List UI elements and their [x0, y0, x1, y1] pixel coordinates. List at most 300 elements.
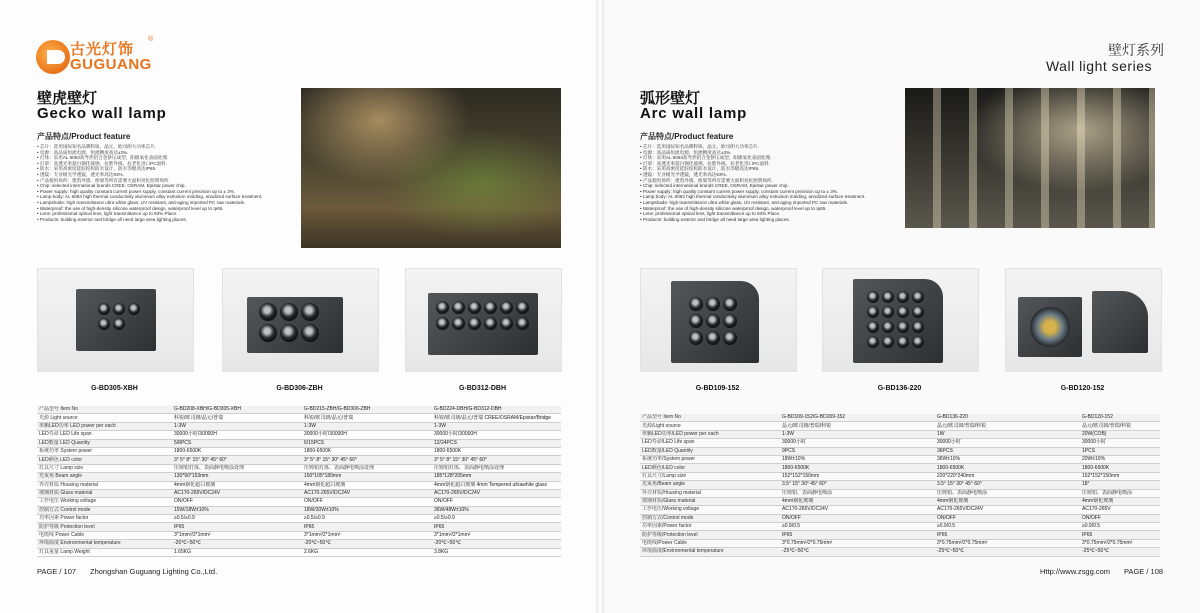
- lens-icon: [98, 303, 110, 315]
- spec-value-cell: 220*220*240mm: [935, 472, 1080, 480]
- spec-label-cell: 单颗LED功率 LED power per each: [37, 422, 172, 430]
- lens-icon: [484, 301, 497, 314]
- spec-value-cell: AC170-265V: [1080, 506, 1160, 514]
- spec-value-cell: 30000小时/30000H: [432, 431, 561, 439]
- lens-icon: [912, 336, 924, 348]
- spec-value-cell: ON/OFF: [1080, 514, 1160, 522]
- model-label-3: G-BD312-DBH: [458, 385, 507, 392]
- spec-value-cell: 3*0.75mm²/2*0.75mm²: [935, 539, 1080, 547]
- feature-item: • Waterproof: the use of high-density silicone waterproof design, waterproof level up to Ip65.: [640, 206, 890, 212]
- spec-value-cell: 1800-6500K: [172, 447, 302, 455]
- lens-icon: [259, 324, 277, 342]
- spec-value-cell: 3.8KG: [432, 548, 561, 556]
- feature-item: • Products: building exterior and bridge all need large area lighting places.: [640, 217, 890, 223]
- spec-value-cell: G-BD109-152/G-BD209-152: [780, 414, 935, 422]
- spec-label-cell: 玻璃材质/Glass material: [640, 497, 780, 505]
- spec-label-cell: 光束角 Beam angle: [37, 473, 172, 481]
- spec-value-cell: 1800-6500K: [780, 464, 935, 472]
- spec-value-cell: G-BD136-220: [935, 414, 1080, 422]
- spec-label-cell: 防护等级 Protection level: [37, 523, 172, 531]
- spec-row: [640, 455, 1160, 463]
- spec-label-cell: 灯具尺寸 Lamp size: [37, 464, 172, 472]
- spec-row: [37, 523, 561, 531]
- lens-icon: [689, 314, 703, 328]
- spec-value-cell: IP65: [935, 531, 1080, 539]
- lamp-housing: [428, 293, 538, 355]
- spec-row: [640, 447, 1160, 455]
- spec-value-cell: 3*1mm²/2*1mm²: [432, 531, 561, 539]
- lamp-image-3: [405, 268, 562, 372]
- spec-row: [37, 431, 561, 439]
- lens-icon: [500, 317, 513, 330]
- spec-row: [37, 548, 561, 556]
- spec-value-cell: IP65: [172, 523, 302, 531]
- spec-value-cell: 30000小时: [780, 439, 935, 447]
- spec-label-cell: 光束角/Beam angle: [640, 481, 780, 489]
- spec-value-cell: AC170-265V/DC24V: [935, 506, 1080, 514]
- spec-value-cell: 30000小时: [1080, 439, 1160, 447]
- lens-icon: [723, 331, 737, 345]
- lamp-housing: [671, 281, 759, 363]
- arc-lamp-facade-photo: [905, 88, 1155, 228]
- spec-value-cell: 4mm钢化超白玻璃: [172, 481, 302, 489]
- spec-row: [640, 481, 1160, 489]
- feature-item: • 电源：高品质恒流电源，恒流精度高达±3%.: [37, 150, 287, 156]
- spec-value-cell: 科锐/欧司朗/晶元/普瑞: [172, 414, 302, 422]
- model-label-2: G-BD136-220: [877, 385, 922, 392]
- feature-item: • 灯罩：高透光率超白钢化玻璃，抗紫外线、抗老化进口PC面料.: [37, 161, 287, 167]
- spec-row: [37, 422, 561, 430]
- spec-label-cell: 工作电压 Working voltage: [37, 498, 172, 506]
- spec-value-cell: IP65: [1080, 531, 1160, 539]
- lens-icon: [516, 301, 529, 314]
- spec-value-cell: 1-3W: [302, 422, 432, 430]
- spec-row: [640, 514, 1160, 522]
- feature-item: • 灯罩：高透光率超白钢化玻璃，抗紫外线、抗老化进口PC面料.: [640, 161, 890, 167]
- feature-item: • Power supply: high quality constant current power supply, constant current precision up to ± 3%.: [640, 189, 890, 195]
- model-label-2: G-BD306-ZBH: [276, 385, 323, 392]
- spec-label-cell: 防护等级/Protection level: [640, 531, 780, 539]
- website-url[interactable]: Http://www.zsgg.com: [1040, 567, 1111, 576]
- brand-logo: [36, 36, 156, 76]
- spec-label-cell: 电缆线 Power Cable: [37, 531, 172, 539]
- spec-row: [37, 456, 561, 464]
- lamp-image-2: [822, 268, 979, 372]
- spec-value-cell: 晶元/欧司朗/普瑞/科锐: [935, 422, 1080, 430]
- spec-row: [640, 489, 1160, 497]
- model-label-1: G-BD109-152: [695, 385, 740, 392]
- spec-value-cell: 20W(COB): [1080, 430, 1160, 438]
- feature-list: [37, 144, 287, 222]
- spec-label-cell: 光源 Light source: [37, 414, 172, 422]
- lamp-image-1: [37, 268, 194, 372]
- lens-icon: [259, 303, 277, 321]
- lens-grid: [259, 303, 319, 342]
- spec-label-cell: LED数量 LED Quantity: [37, 439, 172, 447]
- spec-value-cell: 9PCS: [780, 447, 935, 455]
- lamp-housing: [247, 297, 343, 353]
- spec-row: [640, 439, 1160, 447]
- spec-value-cell: 6/15PCS: [302, 439, 432, 447]
- lamp-image-1: [640, 268, 797, 372]
- spec-value-cell: 3*1mm²/2*1mm²: [302, 531, 432, 539]
- spec-value-cell: G-BD224-DBH/G-BD312-DBH: [432, 406, 561, 414]
- spec-value-cell: 36W/48W±10%: [432, 506, 561, 514]
- spec-value-cell: 1800-6500K: [302, 447, 432, 455]
- spec-row: [37, 464, 561, 472]
- spec-value-cell: 20W±10%: [1080, 455, 1160, 463]
- spec-value-cell: 1800-6500K: [935, 464, 1080, 472]
- lamp-housing: [76, 289, 156, 351]
- logo-mark-icon: [36, 40, 70, 74]
- lens-icon: [912, 291, 924, 303]
- spec-value-cell: 36PCS: [935, 447, 1080, 455]
- spec-value-cell: 4mm钢化玻璃: [1080, 497, 1160, 505]
- lens-icon: [301, 324, 319, 342]
- spec-row: [640, 422, 1160, 430]
- spec-value-cell: 12/24PCS: [432, 439, 561, 447]
- spec-label-cell: LED寿命 LED Life span: [37, 431, 172, 439]
- lens-icon: [452, 301, 465, 314]
- spec-label-cell: 电缆线/Power Cable: [640, 539, 780, 547]
- lens-icon: [723, 314, 737, 328]
- spec-value-cell: 1PCS: [1080, 447, 1160, 455]
- spec-value-cell: 3*0.75mm²/2*0.75mm²: [1080, 539, 1160, 547]
- spec-value-cell: 科锐/欧司朗/晶元/普瑞: [302, 414, 432, 422]
- feature-item: • 灯体：采用AL 6063高导热铝合金挤压成型，阳极氧化表面处理.: [37, 155, 287, 161]
- spec-table: [640, 414, 1160, 557]
- feature-item: • 防水：采用高密度硅胶结构防水设计，防水等级高达IP65.: [640, 166, 890, 172]
- spec-value-cell: 185*128*205mm: [432, 473, 561, 481]
- page-number: PAGE / 108: [1124, 567, 1164, 576]
- feature-item: • Lamp body: AL 6063 high thermal conductivity aluminum alloy extrusion molding, anodized surface treatment.: [640, 194, 890, 200]
- spec-value-cell: -20℃~50℃: [302, 540, 432, 548]
- spec-value-cell: -25℃~50℃: [780, 548, 935, 556]
- spec-row: [37, 406, 561, 414]
- spec-label-cell: 环境温度/Environmental temperature: [640, 548, 780, 556]
- spec-row: [37, 481, 561, 489]
- gecko-lamp-scene-photo: [301, 88, 561, 248]
- spec-value-cell: ON/OFF: [432, 498, 561, 506]
- spec-value-cell: ≥0.5/≥0.9: [302, 515, 432, 523]
- spec-value-cell: 压铸铝、表面静电喷涂: [780, 489, 935, 497]
- spec-label-cell: LED颜色 LED color: [37, 456, 172, 464]
- spec-value-cell: ON/OFF: [935, 514, 1080, 522]
- lens-icon: [867, 336, 879, 348]
- spec-value-cell: -20℃~50℃: [432, 540, 561, 548]
- lens-icon: [689, 331, 703, 345]
- spec-value-cell: ≥0.9/0.5: [1080, 523, 1160, 531]
- brand-name-cn: 古光灯饰: [70, 41, 135, 58]
- feature-heading: 产品特点/Product feature: [37, 132, 131, 141]
- lens-icon: [897, 306, 909, 318]
- spec-label-cell: 灯具重量 Lamp Weight: [37, 548, 172, 556]
- lamp-housing: [853, 279, 943, 363]
- spec-value-cell: IP65: [302, 523, 432, 531]
- feature-item: • 电源：高品质恒流电源，恒流精度高达±3%.: [640, 150, 890, 156]
- lens-icon: [113, 318, 125, 330]
- page-gutter: [596, 0, 604, 613]
- lens-icon: [912, 321, 924, 333]
- feature-item: • Chip: selected international brands CREE, OSRAM, Epistar power chip.: [37, 183, 287, 189]
- spec-value-cell: AC170-265V/DC24V: [432, 489, 561, 497]
- spec-value-cell: 压铸铝、表面静电喷涂: [1080, 489, 1160, 497]
- spec-value-cell: IP65: [432, 523, 561, 531]
- lens-icon: [128, 303, 140, 315]
- spec-row: [37, 540, 561, 548]
- lens-icon: [882, 336, 894, 348]
- spec-label-cell: 灯具尺寸/Lamp size: [640, 472, 780, 480]
- spec-label-cell: 玻璃材质 Glass material: [37, 489, 172, 497]
- lens-icon: [452, 317, 465, 330]
- lens-icon: [706, 314, 720, 328]
- feature-item: • 灯体：采用AL 6063高导热铝合金挤压成型，阳极氧化表面处理.: [640, 155, 890, 161]
- feature-item: • 产品使用场所：建筑外墙、桥梁等所有需要大面积亮化照明场所.: [37, 178, 287, 184]
- lens-icon: [723, 297, 737, 311]
- series-title-en: Wall light series: [1045, 58, 1152, 74]
- spec-value-cell: -20℃~50℃: [172, 540, 302, 548]
- feature-heading: 产品特点/Product feature: [640, 132, 734, 141]
- spec-row: [640, 531, 1160, 539]
- feature-item: • Chip: selected international brands CREE, OSRAM, Epistar power chip.: [640, 183, 890, 189]
- lens-grid: [98, 303, 140, 330]
- spec-value-cell: 晶元/欧司朗/普瑞/科锐: [780, 422, 935, 430]
- spec-value-cell: 5/8PCS: [172, 439, 302, 447]
- product-title-cn: 壁虎壁灯: [37, 90, 98, 107]
- spec-value-cell: 4mm钢化超白玻璃 4mm Tempered ultrawhite glass: [432, 481, 561, 489]
- feature-item: • Lens: professional optical lens, light transmittance up to 93%.Place.: [640, 211, 890, 217]
- cob-lens-icon: [1030, 307, 1070, 347]
- lens-icon: [436, 317, 449, 330]
- lens-icon: [516, 317, 529, 330]
- spec-label-cell: LED寿命/LED Life span: [640, 439, 780, 447]
- spec-value-cell: 4mm钢化玻璃: [935, 497, 1080, 505]
- spec-row: [37, 506, 561, 514]
- feature-item: • 透镜：专业级光学透镜，透光率高达93%.: [640, 172, 890, 178]
- spec-value-cell: ON/OFF: [302, 498, 432, 506]
- spec-row: [37, 515, 561, 523]
- spec-value-cell: AC170-265V/DC24V: [172, 489, 302, 497]
- spec-label-cell: 控制方式/Control mode: [640, 514, 780, 522]
- lens-grid: [689, 297, 737, 345]
- spec-value-cell: 150*105*180mm: [302, 473, 432, 481]
- spec-row: [37, 489, 561, 497]
- spec-value-cell: 3° 5° 8° 15° 30° 45° 60°: [302, 456, 432, 464]
- model-label-1: G-BD305-XBH: [91, 385, 138, 392]
- feature-item: • Power supply: high quality constant current power supply, constant current precision up to ± 3%.: [37, 189, 287, 195]
- registered-mark: ®: [148, 36, 154, 43]
- spec-value-cell: 科锐/欧司朗/晶元/普瑞 CREE/OSRAM/Epistar/Bridge: [432, 414, 561, 422]
- lens-icon: [897, 291, 909, 303]
- spec-label-cell: 控制方式 Control mode: [37, 506, 172, 514]
- spec-value-cell: 152*152*150mm: [1080, 472, 1160, 480]
- spec-value-cell: ≥0.5/≥0.9: [432, 515, 561, 523]
- spec-value-cell: 1-3W: [172, 422, 302, 430]
- spec-value-cell: -25℃~50℃: [935, 548, 1080, 556]
- company-name: Zhongshan Guguang Lighting Co.,Ltd.: [90, 567, 218, 576]
- spec-value-cell: 3*0.75mm²/2*0.75mm²: [780, 539, 935, 547]
- spec-label-cell: 工作电压/Working voltage: [640, 506, 780, 514]
- product-title-en: Gecko wall lamp: [37, 105, 167, 122]
- spec-value-cell: 130*90*153mm: [172, 473, 302, 481]
- spec-value-cell: 3.5° 15° 30° 45° 60°: [780, 481, 935, 489]
- spec-table: [37, 406, 561, 557]
- spec-label-cell: 单颗LED功率/LED power per each: [640, 430, 780, 438]
- lamp-image-2: [222, 268, 379, 372]
- spec-label-cell: 光源/Light source: [640, 422, 780, 430]
- lamp-housing-front: [1018, 297, 1082, 357]
- spec-label-cell: 功率因素/Power factor: [640, 523, 780, 531]
- spec-value-cell: 3.5° 15° 30° 45° 60°: [935, 481, 1080, 489]
- spec-label-cell: LED颜色/LED color: [640, 464, 780, 472]
- feature-item: • 芯片：选用国际知名品牌科锐、晶元、欧司朗大功率芯片.: [640, 144, 890, 150]
- spec-label-cell: LED数量/LED Quantity: [640, 447, 780, 455]
- feature-item: • 透镜：专业级光学透镜，透光率高达93%.: [37, 172, 287, 178]
- spec-value-cell: 2.6KG: [302, 548, 432, 556]
- feature-item: • Products: building exterior and bridge all need large area lighting places.: [37, 217, 287, 223]
- lens-grid: [867, 291, 924, 348]
- spec-row: [37, 439, 561, 447]
- product-title-en: Arc wall lamp: [640, 105, 748, 122]
- lens-icon: [867, 321, 879, 333]
- feature-item: • 产品使用场所：建筑外墙、桥梁等所有需要大面积亮化照明场所.: [640, 178, 890, 184]
- spec-value-cell: ≥0.9/0.5: [780, 523, 935, 531]
- right-page: [600, 0, 1200, 613]
- lens-icon: [301, 303, 319, 321]
- lens-icon: [500, 301, 513, 314]
- feature-item: • Lamp body: AL 6063 high thermal conductivity aluminum alloy extrusion molding, anodized surface treatment.: [37, 194, 287, 200]
- spec-value-cell: ≥0.5/≥0.9: [172, 515, 302, 523]
- lens-grid: [436, 301, 529, 330]
- lamp-housing-side: [1092, 291, 1148, 353]
- spec-value-cell: 1-3W: [432, 422, 561, 430]
- lens-icon: [706, 331, 720, 345]
- lens-icon: [897, 336, 909, 348]
- lens-icon: [897, 321, 909, 333]
- feature-item: • Lampshade: high transmittance ultra white glass, UV resistant, anti-aging imported PC raw materials.: [37, 200, 287, 206]
- lens-icon: [280, 303, 298, 321]
- spec-value-cell: IP65: [780, 531, 935, 539]
- spec-value-cell: 晶元/欧司朗/普瑞/科锐: [1080, 422, 1160, 430]
- spec-label-cell: 产品型号 Item No: [37, 406, 172, 414]
- model-label-3: G-BD120-152: [1060, 385, 1105, 392]
- spec-value-cell: 压铸铝灯体、表面静电喷涂处理: [172, 464, 302, 472]
- spec-row: [37, 414, 561, 422]
- spec-value-cell: 1-3W: [780, 430, 935, 438]
- spec-value-cell: G-BD208-XBH/G-BD305-XBH: [172, 406, 302, 414]
- lens-icon: [867, 306, 879, 318]
- spec-row: [640, 539, 1160, 547]
- feature-item: • Lampshade: high transmittance ultra white glass, UV resistant, anti-aging imported PC raw materials.: [640, 200, 890, 206]
- lens-icon: [912, 306, 924, 318]
- spec-row: [640, 548, 1160, 556]
- spec-value-cell: 15W/18W±10%: [172, 506, 302, 514]
- spec-value-cell: 1800-6500K: [432, 447, 561, 455]
- lens-icon: [113, 303, 125, 315]
- spec-row: [37, 447, 561, 455]
- spec-value-cell: 1W: [935, 430, 1080, 438]
- spec-label-cell: 外壳材质 Housing material: [37, 481, 172, 489]
- lens-icon: [706, 297, 720, 311]
- feature-list: [640, 144, 890, 222]
- lens-icon: [867, 291, 879, 303]
- spec-row: [37, 473, 561, 481]
- lens-icon: [882, 306, 894, 318]
- spec-value-cell: ON/OFF: [780, 514, 935, 522]
- spec-label-cell: 系统功率/System power: [640, 455, 780, 463]
- lens-icon: [98, 318, 110, 330]
- lens-icon: [882, 321, 894, 333]
- spec-row: [640, 414, 1160, 422]
- feature-item: • 芯片：选用国际知名品牌科锐、晶元、欧司朗大功率芯片.: [37, 144, 287, 150]
- spec-row: [640, 497, 1160, 505]
- spec-row: [640, 523, 1160, 531]
- spec-value-cell: ON/OFF: [172, 498, 302, 506]
- spec-value-cell: 1.65KG: [172, 548, 302, 556]
- lamp-image-3: [1005, 268, 1162, 372]
- spec-value-cell: 1800-6500K: [1080, 464, 1160, 472]
- spec-value-cell: 30000小时/30000H: [172, 431, 302, 439]
- lens-icon: [689, 297, 703, 311]
- spec-label-cell: 系统功率 System power: [37, 447, 172, 455]
- spec-value-cell: G-BD120-152: [1080, 414, 1160, 422]
- lens-icon: [882, 291, 894, 303]
- series-title-cn: 壁灯系列: [1108, 42, 1164, 58]
- spec-label-cell: 功率因素 Power factor: [37, 515, 172, 523]
- feature-item: • Waterproof: the use of high-density silicone waterproof design, waterproof level up to Ip65.: [37, 206, 287, 212]
- spec-value-cell: 18W/30W±10%: [302, 506, 432, 514]
- spec-value-cell: 30000小时: [935, 439, 1080, 447]
- spec-value-cell: 4mm钢化超白玻璃: [302, 481, 432, 489]
- spec-value-cell: 30000小时/30000H: [302, 431, 432, 439]
- spec-value-cell: -25℃~50℃: [1080, 548, 1160, 556]
- spec-row: [640, 430, 1160, 438]
- spec-value-cell: 3° 5° 8° 15° 30° 45° 60°: [432, 456, 561, 464]
- spec-label-cell: 外壳材质/Housing material: [640, 489, 780, 497]
- lens-icon: [484, 317, 497, 330]
- spec-row: [640, 506, 1160, 514]
- lens-icon: [468, 301, 481, 314]
- spec-row: [37, 531, 561, 539]
- spec-row: [640, 464, 1160, 472]
- spec-row: [37, 498, 561, 506]
- spec-value-cell: G-BD215-ZBH/G-BD306-ZBH: [302, 406, 432, 414]
- spec-value-cell: 36W±10%: [935, 455, 1080, 463]
- spec-value-cell: 18°: [1080, 481, 1160, 489]
- spec-value-cell: 18W±10%: [780, 455, 935, 463]
- page-number: PAGE / 107: [37, 567, 77, 576]
- lens-icon: [280, 324, 298, 342]
- spec-value-cell: 4mm钢化玻璃: [780, 497, 935, 505]
- spec-value-cell: 压铸铝灯体、表面静电喷涂处理: [302, 464, 432, 472]
- spec-row: [640, 472, 1160, 480]
- lens-icon: [436, 301, 449, 314]
- spec-value-cell: 152*152*150mm: [780, 472, 935, 480]
- spec-value-cell: 压铸铝、表面静电喷涂: [935, 489, 1080, 497]
- spec-label-cell: 环境温度 Environmental temperature: [37, 540, 172, 548]
- lens-icon: [468, 317, 481, 330]
- spec-value-cell: AC170-265V/DC24V: [780, 506, 935, 514]
- spec-value-cell: 压铸铝灯体、表面静电喷涂处理: [432, 464, 561, 472]
- spec-value-cell: 3° 5° 8° 15° 30° 45° 60°: [172, 456, 302, 464]
- spec-value-cell: ≥0.9/0.5: [935, 523, 1080, 531]
- feature-item: • Lens: professional optical lens, light transmittance up to 93%.Place.: [37, 211, 287, 217]
- brand-name-en: GUGUANG: [70, 56, 152, 73]
- product-title-cn: 弧形壁灯: [640, 90, 701, 107]
- spec-value-cell: 3*1mm²/2*1mm²: [172, 531, 302, 539]
- feature-item: • 防水：采用高密度硅胶结构防水设计，防水等级高达IP65.: [37, 166, 287, 172]
- spec-value-cell: AC170-265V/DC24V: [302, 489, 432, 497]
